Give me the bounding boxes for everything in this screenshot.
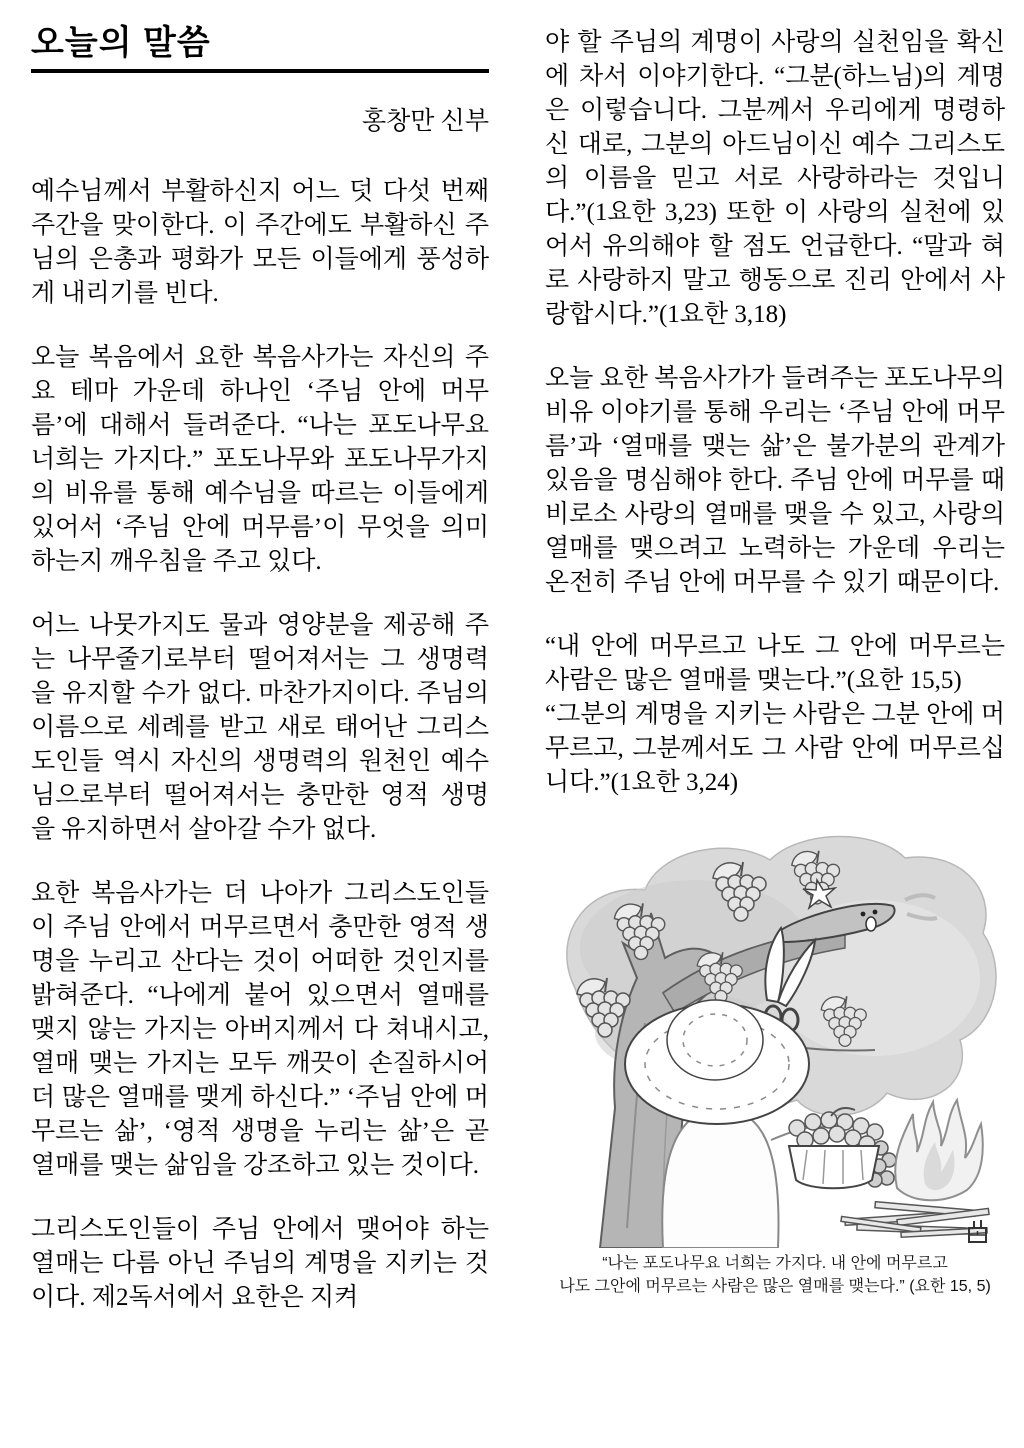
title-underline bbox=[31, 69, 489, 73]
author-line: 홍창만 신부 bbox=[361, 108, 489, 135]
paragraph: 오늘 복음에서 요한 복음사가는 자신의 주요 테마 가운데 하나인 ‘주님 안에 머무름’에 대해서 들려준다. “나는 포도나무요 너희는 가지다.” 포도나무와 포도나무가지의 비유를 통해 예수님을 따르는 이들에게 있어서 ‘주님 안에 머무름’이 무엇을 의미하는지 깨우침을 주고 있다. bbox=[31, 344, 489, 575]
illustration-caption bbox=[545, 1252, 1005, 1298]
left-column bbox=[31, 24, 489, 1448]
paragraph: 오늘 요한 복음사가가 들려주는 포도나무의 비유 이야기를 통해 우리는 ‘주님 안에 머무름’과 ‘열매를 맺는 삶’은 불가분의 관계가 있음을 명심해야 한다. 주님 안에 머무를 때 비로소 사랑의 열매를 맺을 수 있고, 사랑의 열매를 맺으려고 노력하는 가운데 우리는 온전히 주님 안에 머무를 수 있기 때문이다. bbox=[545, 365, 1005, 596]
paragraph: “내 안에 머무르고 나도 그 안에 머무르는 사람은 많은 열매를 맺는다.”(요한 15,5) bbox=[545, 633, 1005, 694]
paragraph: “그분의 계명을 지키는 사람은 그분 안에 머무르고, 그분께서도 그 사람 안에 머무르십니다.”(1요한 3,24) bbox=[545, 701, 1005, 796]
caption-line: 나도 그안에 머무르는 사람은 많은 열매를 맺는다.” (요한 15, 5) bbox=[559, 1278, 991, 1295]
paragraph: 어느 나뭇가지도 물과 영양분을 제공해 주는 나무줄기로부터 떨어져서는 그 생명력을 유지할 수가 없다. 마찬가지이다. 주님의 이름으로 세례를 받고 새로 태어난 그리스도인들 역시 자신의 생명력의 원천인 예수님으로부터 떨어져서는 충만한 영적 생명을 유지하면서 살아갈 수가 없다. bbox=[31, 612, 489, 843]
paragraph: 그리스도인들이 주님 안에서 맺어야 하는 열매는 다름 아닌 주님의 계명을 지키는 것이다. 제2독서에서 요한은 지켜 bbox=[31, 1216, 489, 1311]
paragraph: 예수님께서 부활하신지 어느 덧 다섯 번째 주간을 맞이한다. 이 주간에도 부활하신 주님의 은총과 평화가 모든 이들에게 풍성하게 내리기를 빈다. bbox=[31, 178, 489, 307]
page-title: 오늘의 말씀 bbox=[31, 24, 211, 62]
vine-illustration bbox=[545, 828, 1005, 1298]
vine-illustration-drawing bbox=[545, 828, 1005, 1248]
paragraph: 요한 복음사가는 더 나아가 그리스도인들이 주님 안에서 머무르면서 충만한 영적 생명을 누리고 산다는 것이 어떠한 것인지를 밝혀준다. “나에게 붙어 있으면서 열매를 맺지 않는 가지는 아버지께서 다 쳐내시고, 열매 맺는 가지는 모두 깨끗이 손질하시어 더 많은 열매를 맺게 하신다.” ‘주님 안에 머무르는 삶’, ‘영적 생명을 누리는 삶’은 곧 열매를 맺는 삶임을 강조하고 있는 것이다. bbox=[31, 880, 489, 1179]
branch-pile bbox=[841, 1202, 989, 1238]
straw-hat-crown bbox=[667, 1000, 763, 1080]
caption-line: “나는 포도나무요 너희는 가지다. 내 안에 머무르고 bbox=[602, 1255, 948, 1272]
grape-bowl bbox=[789, 1108, 896, 1188]
right-column bbox=[545, 24, 1005, 1448]
paragraph: 야 할 주님의 계명이 사랑의 실천임을 확신에 차서 이야기한다. “그분(하느님)의 계명은 이렇습니다. 그분께서 우리에게 명령하신 대로, 그분의 아드님이신 예수 그리스도의 이름을 믿고 서로 사랑하라는 것입니다.”(1요한 3,23) 또한 이 사랑의 실천에 있어서 유의해야 할 점도 언급한다. “말과 혀로 사랑하지 말고 행동으로 진리 안에서 사랑합시다.”(1요한 3,18) bbox=[545, 29, 1005, 328]
